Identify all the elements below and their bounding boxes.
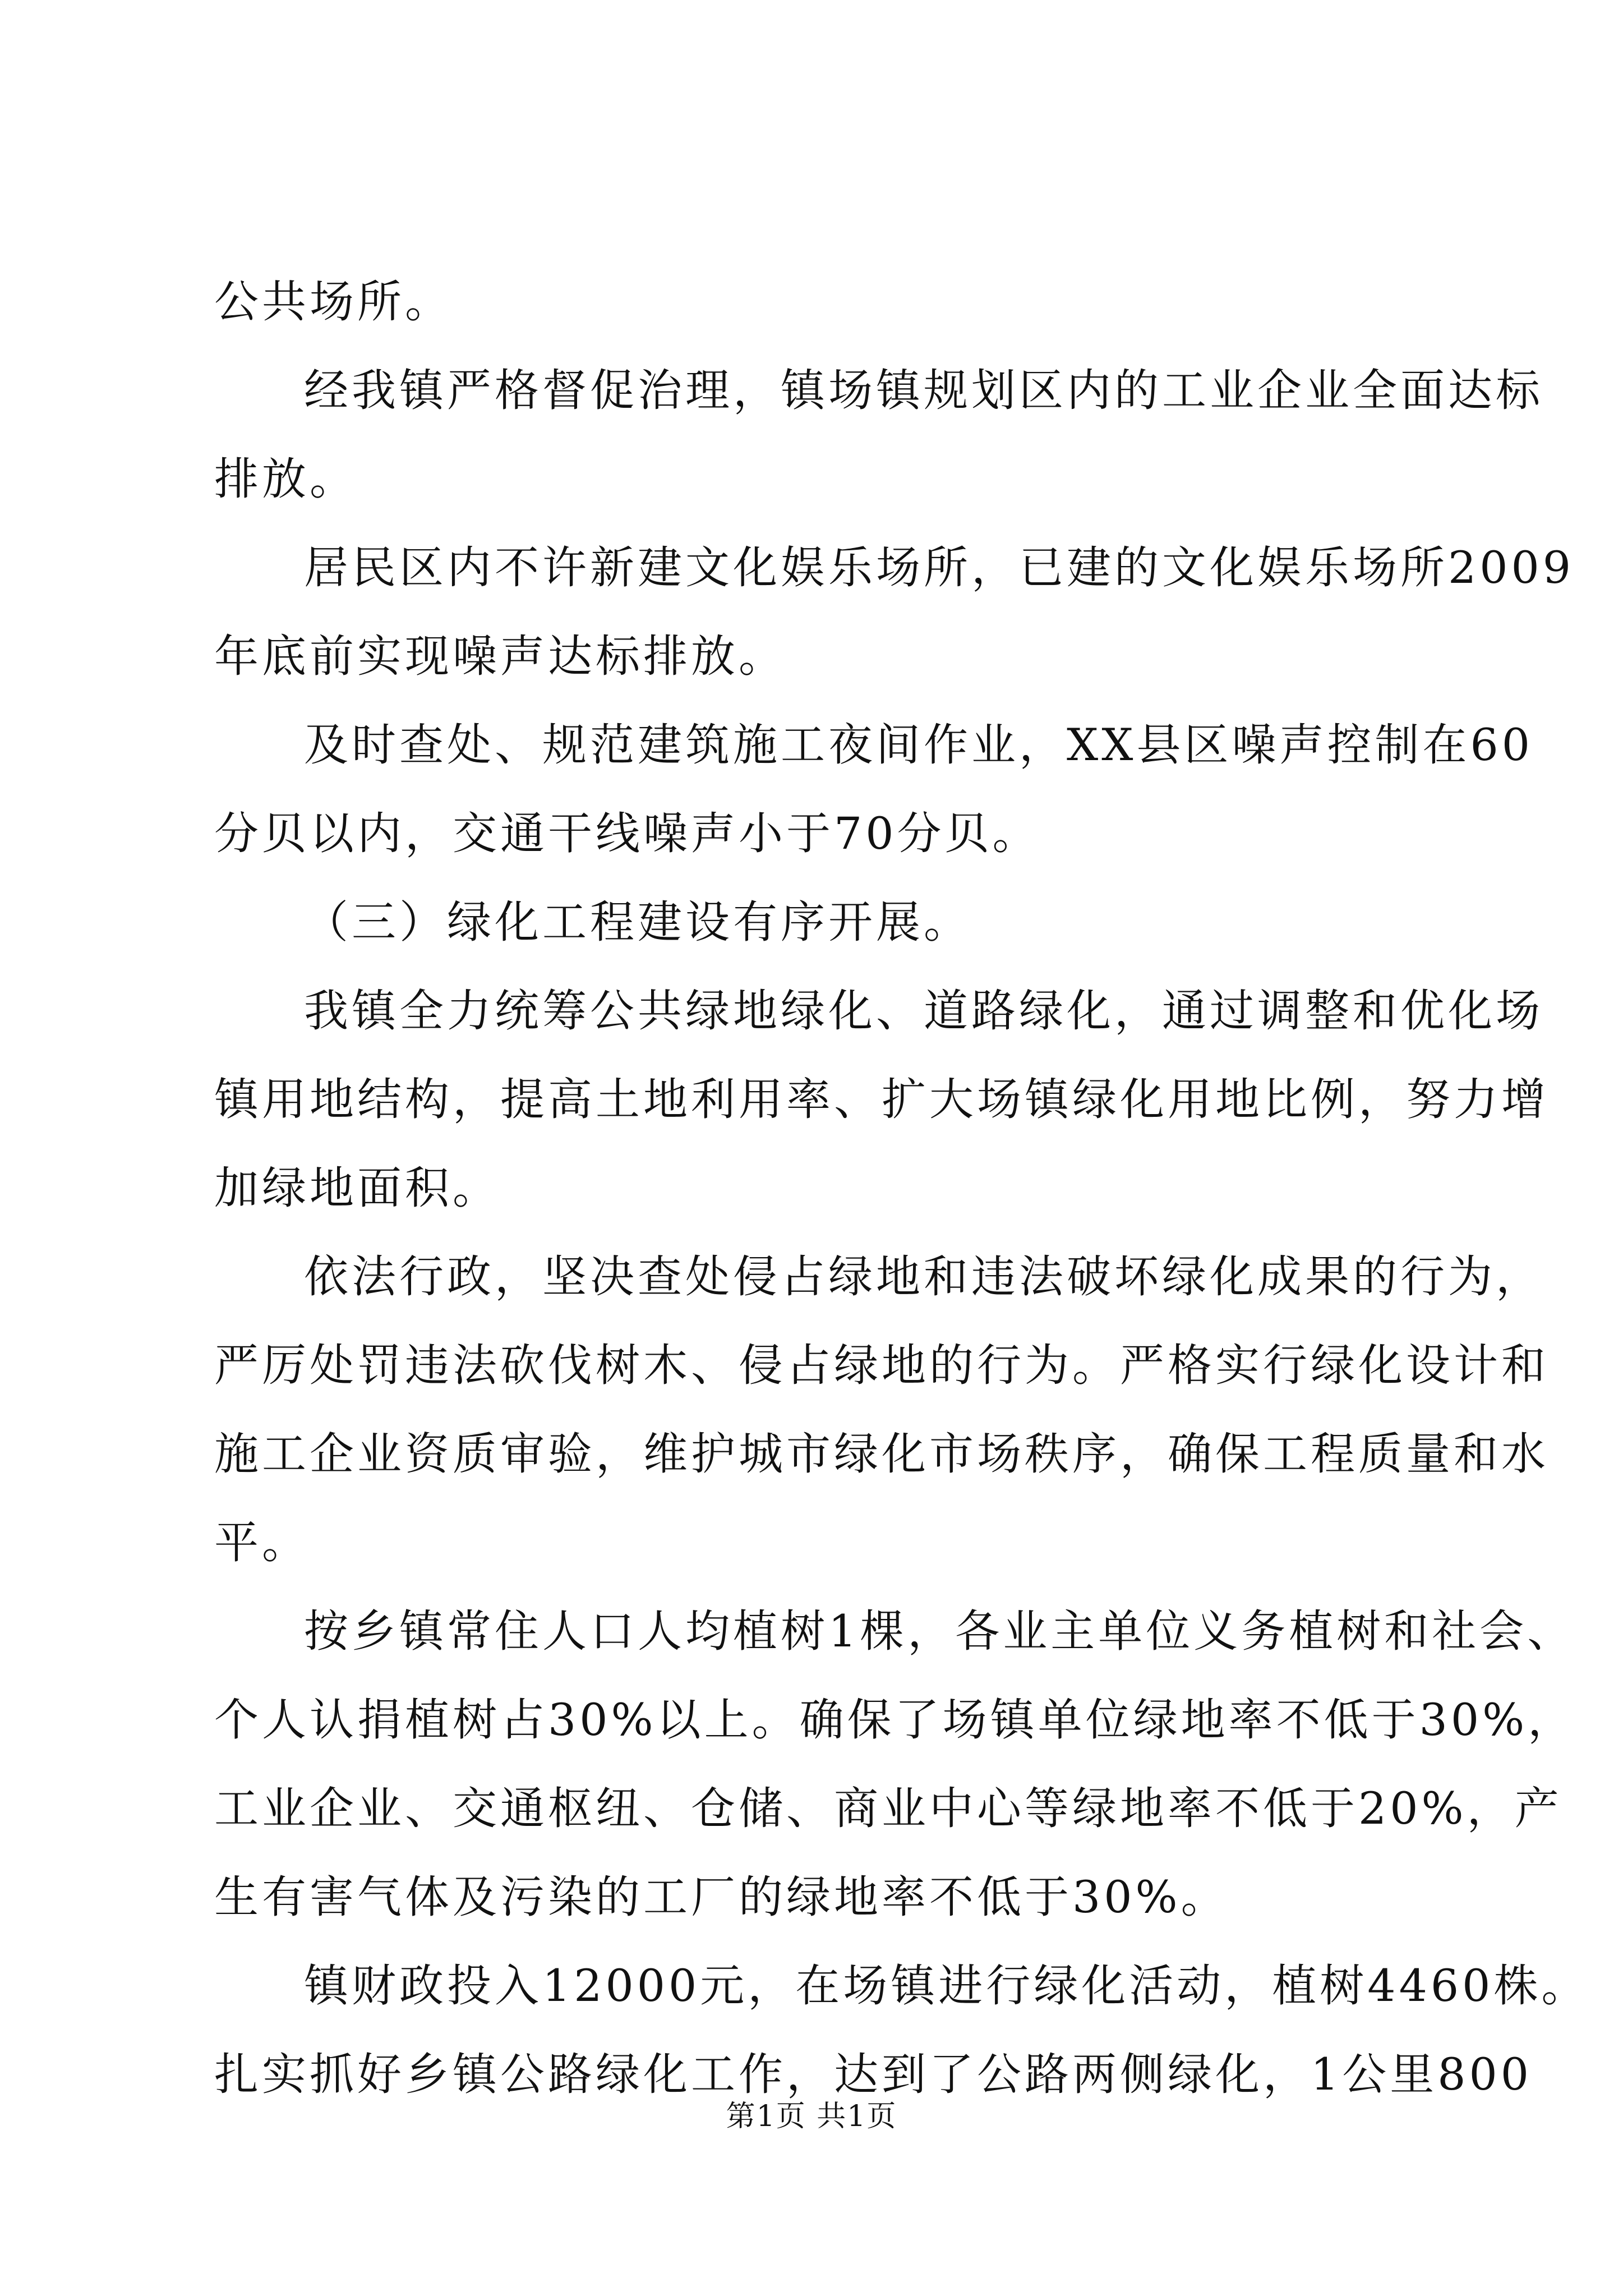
text-line: 生有害气体及污染的工厂的绿地率不低于30%。 [214, 1871, 1229, 1923]
text-line: 及时查处、规范建筑施工夜间作业，XX县区噪声控制在60 [304, 719, 1534, 771]
text-line: 镇用地结构，提高土地利用率、扩大场镇绿化用地比例，努力增 [214, 1074, 1549, 1125]
text-line: 排放。 [214, 453, 357, 505]
text-line: 年底前实现噪声达标排放。 [214, 631, 786, 682]
text-line: 平。 [214, 1517, 310, 1568]
text-line: 扎实抓好乡镇公路绿化工作，达到了公路两侧绿化，1公里800 [214, 2049, 1533, 2100]
text-line: 镇财政投入12000元，在场镇进行绿化活动，植树4460株。 [304, 1960, 1589, 2012]
text-line: 工业企业、交通枢纽、仓储、商业中心等绿地率不低于20%，产 [214, 1783, 1562, 1834]
text-line: 依法行政，坚决查处侵占绿地和违法破坏绿化成果的行为， [304, 1251, 1543, 1303]
section-heading: （三）绿化工程建设有序开展。 [304, 896, 971, 948]
text-line: 加绿地面积。 [214, 1162, 500, 1214]
page-footer: 第1页 共1页 [726, 2100, 897, 2133]
text-line: 严厉处罚违法砍伐树木、侵占绿地的行为。严格实行绿化设计和 [214, 1340, 1549, 1391]
text-line: 按乡镇常住人口人均植树1棵，各业主单位义务植树和社会、 [304, 1605, 1575, 1657]
text-line: 公共场所。 [214, 276, 453, 328]
text-line: 居民区内不许新建文化娱乐场所，已建的文化娱乐场所2009 [304, 542, 1575, 593]
text-line: 分贝以内，交通干线噪声小于70分贝。 [214, 808, 1040, 859]
text-line: 施工企业资质审验，维护城市绿化市场秩序，确保工程质量和水 [214, 1428, 1549, 1480]
text-line: 我镇全力统筹公共绿地绿化、道路绿化，通过调整和优化场 [304, 985, 1543, 1037]
text-line: 经我镇严格督促治理，镇场镇规划区内的工业企业全面达标 [304, 365, 1543, 416]
text-line: 个人认捐植树占30%以上。确保了场镇单位绿地率不低于30%， [214, 1694, 1576, 1746]
